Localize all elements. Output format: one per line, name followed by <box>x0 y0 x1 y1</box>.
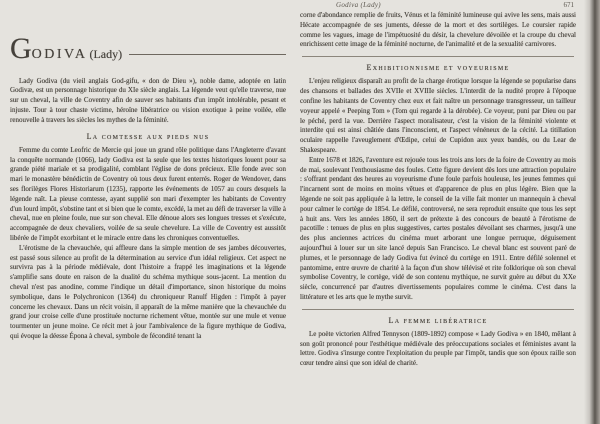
section-divider <box>302 56 574 57</box>
paragraph: L'érotisme de la chevauchée, qui affleure dans la simple mention de ses jambes découvertes, est passé sous silence au profit de la détermination au service d'un idéal religieux. Cet aspect ne survivra pas à la période médiévale, dont l'histoire a frappé les imaginations et la légende s'amplifie sans doute en raison de la dualité du schéma mythique sous-jacent. La mention du cheval n'est pas anodine, comme l'indique un détail d'importance, sinon historique du moins symbolique, dans le Polychronicon (1364) du chroniqueur Ranulf Higden : l'impôt à payer concerne les chevaux. Dans un récit voisin, il apparaît de la même manière que la chevauchée du grand jour croise celle d'une prostituée nocturne richement vêtue, montée sur une mule et venue tourmenter un jeune moine. Ce récit met à jour l'ambivalence de la figure mythique de Godiva, qui évoque la déesse Épona à cheval, symbole de fécondité tenant la <box>10 243 286 340</box>
running-header-title: Godiva (Lady) <box>336 1 381 9</box>
paragraph: L'enjeu religieux disparaît au profit de la charge érotique lorsque la légende se popularise dans des chansons et ballades des XVIIe et XVIIIe siècles. L'interdit de la nudité propre à l'époque confine les habitants de Coventry chez eux et fait naître un personnage transgresseur, un tailleur voyeur appelé « Peeping Tom » (Tom qui regarde à la dérobée). Ce voyeur, puni par Dieu ou par le péché, perd la vue. Derrière l'aspect moralisateur, c'est la vision de la féminité violente et interdite qui est ainsi châtiée dans l'inconscient, et l'aspect vénéneux de la cécité. La titillation oculaire rappelle l'aveuglement d'Œdipe, celui de Cupidon aux yeux bandés, ou du Lear de Shakespeare. <box>300 77 576 154</box>
paragraph: Entre 1678 et 1826, l'aventure est rejouée tous les trois ans lors de la foire de Coventry au mois de mai, soulevant l'enthousiasme des foules. Cette figure devient dès lors une attraction populaire : s'offrant pendant des heures au voyeurisme d'une foule parfois houleuse, les jeunes femmes qui l'incarnent sont de moins en moins vêtues et d'apparence de plus en plus légère. Bien que la légende ne soit pas appliquée à la lettre, le conseil de la ville fait monter un mannequin à cheval pour calmer le cortège de 1854. Le défilé, controversé, ne sera reproduit ensuite que tous les sept à huit ans. Vers les années 1860, il sert de prétexte à des concours de beauté à l'érotisme de pacotille : tenues de plus en plus suggestives, cartes postales dévoilant ses charmes, jusqu'à une des plus anciennes actrices du cinéma muet arborant une longue perruque, déguisement aujourd'hui à louer sur un site lancé depuis San Francisco. Le cheval blanc est souvent paré de plumes, et le personnage de lady Godiva fut évincé du cortège en 1911. Entre défilé solennel et pantomime, entre œuvre de charité à la façon d'un show télévisé et rite folklorique où son cheval symbolise Coventry, le cortège, vidé de son contenu mythique, ne survit guère au début du XXe siècle, concurrencé par d'autres divertissements populaires comme le cinéma. C'est dans la littérature et les arts que le mythe survit. <box>300 155 576 301</box>
page-number: 671 <box>563 1 574 9</box>
title-rule <box>129 54 286 55</box>
intro-paragraph: Lady Godiva (du vieil anglais God-gifu, « don de Dieu »), noble dame, adoptée en latin Godivæ, est un personnage historique du XIe siècle anglais. La légende veut qu'elle traverse, nue sur un cheval, la ville de Coventry afin de sauver ses habitants d'un impôt intolérable, pesant et injuste. Tour à tour chaste victime, héroïne libératrice ou vision exotique à peine voilée, elle renouvelle à travers les siècles les mythes de la féminité. <box>10 76 286 124</box>
right-column <box>300 11 576 420</box>
section-heading-liberatrice: La femme libératrice <box>388 315 488 325</box>
final-paragraph: Le poète victorien Alfred Tennyson (1809-1892) compose « Lady Godiva » en 1840, mêlant à son goût prononcé pour l'esthétique médiévale des préoccupations sociales et féministes avant la lettre. Godiva s'insurge contre l'exploitation du peuple par l'impôt, tandis que son époux raille son cœur tendre ainsi que son idéal de charité. <box>300 329 576 368</box>
section-divider <box>302 309 574 310</box>
paragraph: Femme du comte Leofric de Mercie qui joue un grand rôle politique dans l'Angleterre d'avant la conquête normande (1066), lady Godiva est la seule que les textes historiques louent pour sa grande piété mariale et sa prodigalité, comblant l'église de dons précieux. Elle fonde avec son mari le monastère bénédictin de Coventry où tous deux furent enterrés. Roger de Wendover, dans ses florilèges Flores Historiarum (1235), rapporte les événements de 1057 au cours desquels la légende naît. La pieuse comtesse, ayant supplié son mari d'exempter les habitants de Coventry d'un lourd impôt, s'obstine tant et si bien que le comte, excédé, la met au défi de traverser la ville à cheval, nue en pleine foule, nue sur son cheval. Elle dénoue alors ses longues tresses et s'exécute, accompagnée de deux chevaliers, voilée de sa seule chevelure. La ville de Coventry est aussitôt libérée de l'impôt exorbitant et le miracle entre dans les chroniques conventuelles. <box>10 145 286 242</box>
entry-title-dropcap: G <box>10 32 32 65</box>
section-heading-exhibitionnisme: Exhibitionnisme et voyeurisme <box>366 63 510 73</box>
section-heading-comtesse: La comtesse aux pieds nus <box>86 131 210 141</box>
entry-title <box>10 32 286 65</box>
two-column-layout <box>10 11 576 420</box>
entry-title-suffix: (Lady) <box>89 47 123 61</box>
scanned-page-edge <box>584 0 600 424</box>
entry-title-caps: ODIVA <box>31 47 88 62</box>
left-column <box>10 11 286 420</box>
continuation-paragraph: corne d'abondance remplie de fruits, Vénus et la féminité lumineuse qui avive les sens, mais aussi Hécate accompagnée de ses juments, déesse de la mort et des sortilèges. Le coursier rapide comme les vagues, image de l'impétuosité du désir, la chevelure dévoilée et la croupe du cheval enrichissent cette image de la féminité nocturne, de l'animalité et de la sexualité carnivores. <box>300 11 576 49</box>
running-header <box>0 1 580 11</box>
